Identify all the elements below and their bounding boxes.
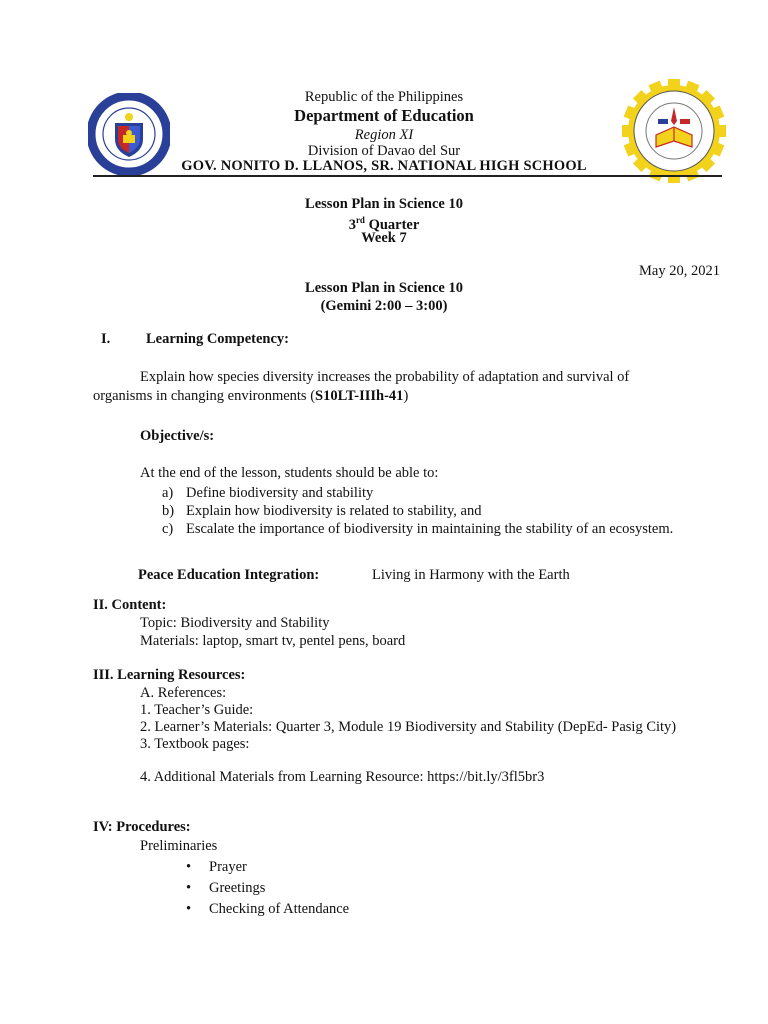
competency-heading: Learning Competency:: [146, 331, 289, 347]
week-line: Week 7: [361, 230, 407, 246]
objective-marker-a: a): [162, 485, 174, 501]
objective-marker-c: c): [162, 521, 174, 537]
objective-item-c: Escalate the importance of biodiversity in maintaining the stability of an ecosystem.: [186, 521, 674, 537]
quarter-number: 3: [348, 216, 356, 233]
peace-education-label: Peace Education Integration:: [138, 567, 320, 583]
resources-additional-materials: 4. Additional Materials from Learning Resource: https://bit.ly/3fl5br3: [140, 769, 545, 785]
procedure-bullet-greetings: Greetings: [209, 880, 266, 896]
competency-text-post: ): [403, 388, 409, 404]
resources-teachers-guide: 1. Teacher’s Guide:: [140, 702, 254, 718]
content-topic: Topic: Biodiversity and Stability: [140, 615, 330, 631]
competency-text-line1: Explain how species diversity increases the probability of adaptation and survival of: [140, 369, 630, 385]
resources-references: A. References:: [140, 685, 227, 701]
bullet-dot: •: [186, 859, 192, 875]
competency-code: S10LT-IIIh-41: [315, 388, 404, 404]
objective-marker-b: b): [162, 503, 175, 519]
school-name: GOV. NONITO D. LLANOS, SR. NATIONAL HIGH SCHOOL: [181, 158, 587, 174]
procedures-heading: IV: Procedures:: [93, 819, 191, 835]
objectives-intro: At the end of the lesson, students should be able to:: [140, 465, 439, 481]
quarter-suffix: rd: [355, 215, 365, 225]
bullet-dot: •: [186, 901, 192, 917]
objective-item-b: Explain how biodiversity is related to stability, and: [186, 503, 482, 519]
department-title: Department of Education: [294, 106, 474, 125]
section-schedule: (Gemini 2:00 – 3:00): [320, 298, 448, 314]
content-heading: II. Content:: [93, 597, 167, 613]
header-divider: [93, 175, 722, 177]
objectives-heading: Objective/s:: [140, 428, 215, 444]
lesson-date: May 20, 2021: [639, 263, 720, 279]
procedure-bullet-prayer: Prayer: [209, 859, 247, 875]
resources-textbook-pages: 3. Textbook pages:: [140, 736, 250, 752]
resources-heading: III. Learning Resources:: [93, 667, 246, 683]
procedures-preliminaries: Preliminaries: [140, 838, 218, 854]
content-materials: Materials: laptop, smart tv, pentel pens, board: [140, 633, 406, 649]
republic-line: Republic of the Philippines: [304, 89, 464, 105]
bullet-dot: •: [186, 880, 192, 896]
lesson-plan-title: Lesson Plan in Science 10: [305, 196, 463, 212]
objective-item-a: Define biodiversity and stability: [186, 485, 374, 501]
peace-education-value: Living in Harmony with the Earth: [372, 567, 570, 583]
region-line: Region XI: [354, 127, 414, 143]
competency-numeral: I.: [101, 331, 111, 347]
procedure-bullet-attendance: Checking of Attendance: [209, 901, 350, 917]
quarter-word: Quarter: [364, 216, 420, 233]
section-title: Lesson Plan in Science 10: [305, 280, 463, 296]
resources-learners-materials: 2. Learner’s Materials: Quarter 3, Module 19 Biodiversity and Stability (DepEd- Pasig City): [140, 719, 677, 735]
division-line: Division of Davao del Sur: [307, 143, 461, 159]
competency-text-line2: [93, 387, 408, 405]
competency-text-pre: organisms in changing environments (: [93, 388, 316, 404]
